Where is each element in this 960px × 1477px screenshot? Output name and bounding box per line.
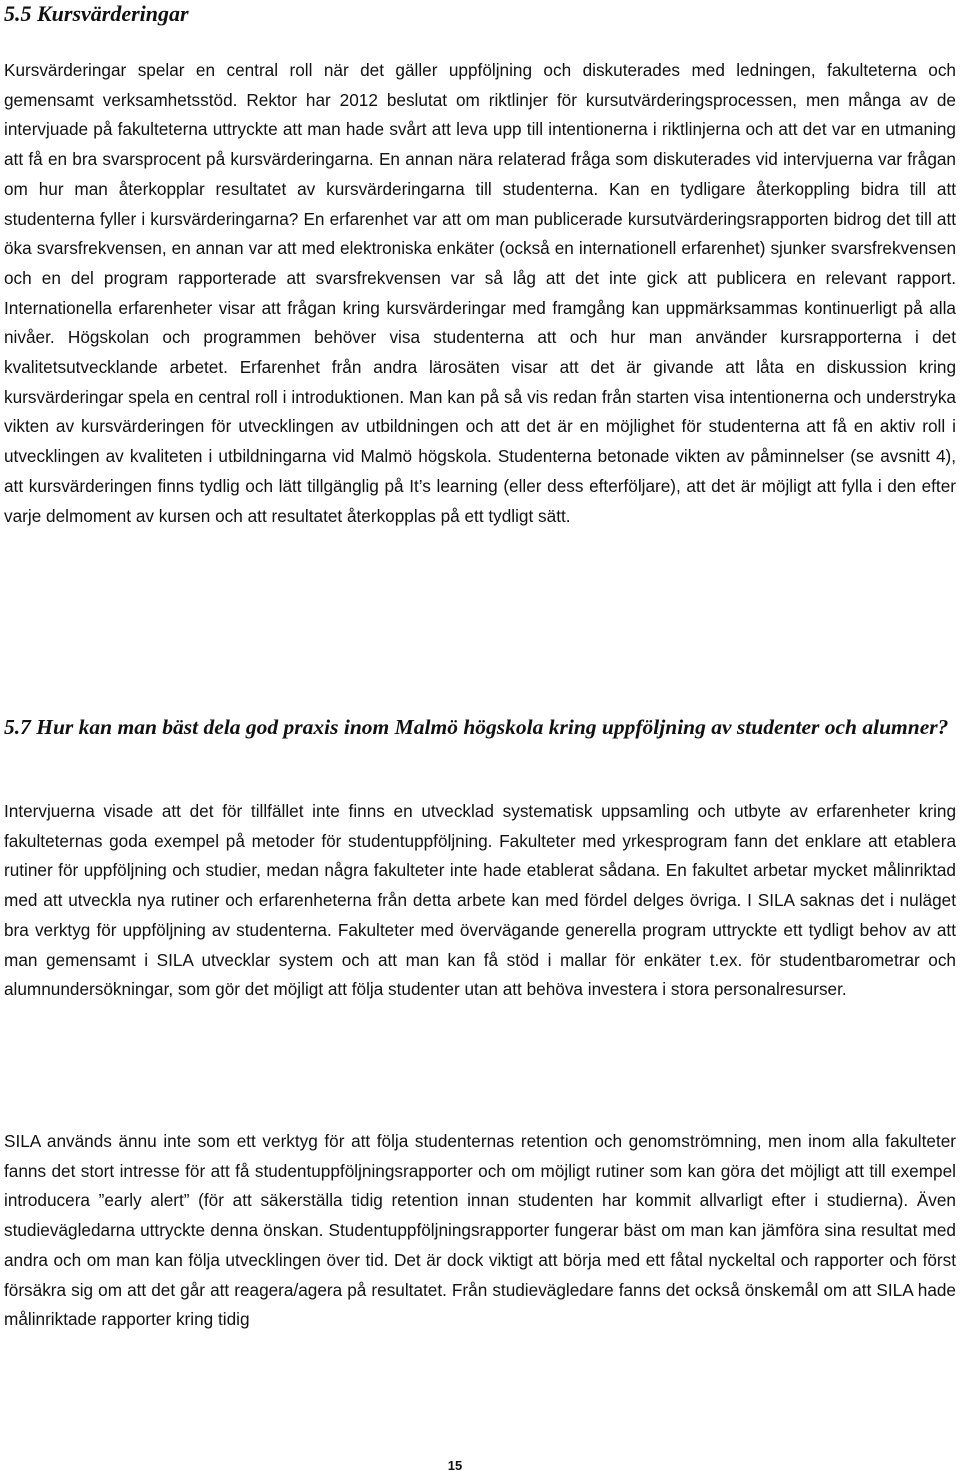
page-number: 15 bbox=[447, 1458, 463, 1473]
section-heading-kursvarderingar: 5.5 Kursvärderingar bbox=[4, 1, 189, 26]
body-paragraph-sila: SILA används ännu inte som ett verktyg för att följa studenternas retention och genomströmning, men inom alla fakulteter fanns det stort intresse för att få studentuppföljningsrapporter och om möjligt rutiner som kan göra det möjligt att till exempel introducera ”early alert” (för att säkerställa tidig retention innan studenten har kommit allvarligt efter i studierna). Även studievägledarna uttryckte denna önskan. Studentuppföljningsrapporter fungerar bäst om man kan jämföra sina resultat med andra och om man kan följa utvecklingen över tid. Det är dock viktigt att börja med ett fåtal nyckeltal och rapporter och först försäkra sig om att det går att reagera/agera på resultatet. Från studievägledare fanns det också önskemål om att SILA hade målinriktade rapporter kring tidig bbox=[4, 1131, 956, 1330]
body-paragraph-intervjuerna: Intervjuerna visade att det för tillfället inte finns en utvecklad systematisk uppsamling och utbyte av erfarenheter kring fakulteternas goda exempel på metoder för studentuppföljning. Fakulteter med yrkesprogram fann det enklare att etablera rutiner för uppföljning och studier, medan några fakulteter inte hade etablerat sådana. En fakultet arbetar mycket målinriktad med att utveckla nya rutiner och erfarenheterna från detta arbete kan med fördel delges övriga. I SILA saknas det i nuläget bra verktyg för uppföljning av studenterna. Fakulteter med övervägande generella program uttryckte ett tydligt behov av att man gemensamt i SILA utvecklar system och att man kan få stöd i mallar för enkäter t.ex. för studentbarometrar och alumnundersökningar, som gör det möjligt att följa studenter utan att behöva investera i stora personalresurser. bbox=[4, 801, 956, 1000]
section-heading-god-praxis: 5.7 Hur kan man bäst dela god praxis inom Malmö högskola kring uppföljning av studenter och alumner? bbox=[4, 715, 949, 739]
body-paragraph-kursvarderingar: Kursvärderingar spelar en central roll när det gäller uppföljning och diskuterades med ledningen, fakulteterna och gemensamt verksamhetsstöd. Rektor har 2012 beslutat om riktlinjer för kursutvärderingsprocessen, men många av de intervjuade på fakulteterna uttryckte att man hade svårt att leva upp till intentionerna i riktlinjerna och att det var en utmaning att få en bra svarsprocent på kursvärderingarna. En annan nära relaterad fråga som diskuterades vid intervjuerna var frågan om hur man återkopplar resultatet av kursvärderingarna till studenterna. Kan en tydligare återkoppling bidra till att studenterna fyller i kursvärderingarna? En erfarenhet var att om man publicerade kursutvärderingsrapporten bidrog det till att öka svarsfrekvensen, en annan var att med elektroniska enkäter (också en internationell erfarenhet) sjunker svarsfrekvensen och en del program rapporterade att svarsfrekvensen var så låg att det inte gick att publicera en relevant rapport. Internationella erfarenheter visar att frågan kring kursvärderingar med framgång kan uppmärksammas kontinuerligt på alla nivåer. Högskolan och programmen behöver visa studenterna att och hur man använder kursrapporterna i det kvalitetsutvecklande arbetet. Erfarenhet från andra lärosäten visar att det är givande att låta en diskussion kring kursvärderingar spela en central roll i introduktionen. Man kan på så vis redan från starten visa intentionerna och understryka vikten av kursvärderingen för utvecklingen av utbildningen och att det är en möjlighet för studenterna att få en aktiv roll i utvecklingen av kvaliteten i utbildningarna vid Malmö högskola. Studenterna betonade vikten av påminnelser (se avsnitt 4), att kursvärderingen finns tydlig och lätt tillgänglig på It’s learning (eller dess efterföljare), att det är möjligt att fylla i den efter varje delmoment av kursen och att resultatet återkopplas på ett tydligt sätt. bbox=[4, 60, 956, 526]
